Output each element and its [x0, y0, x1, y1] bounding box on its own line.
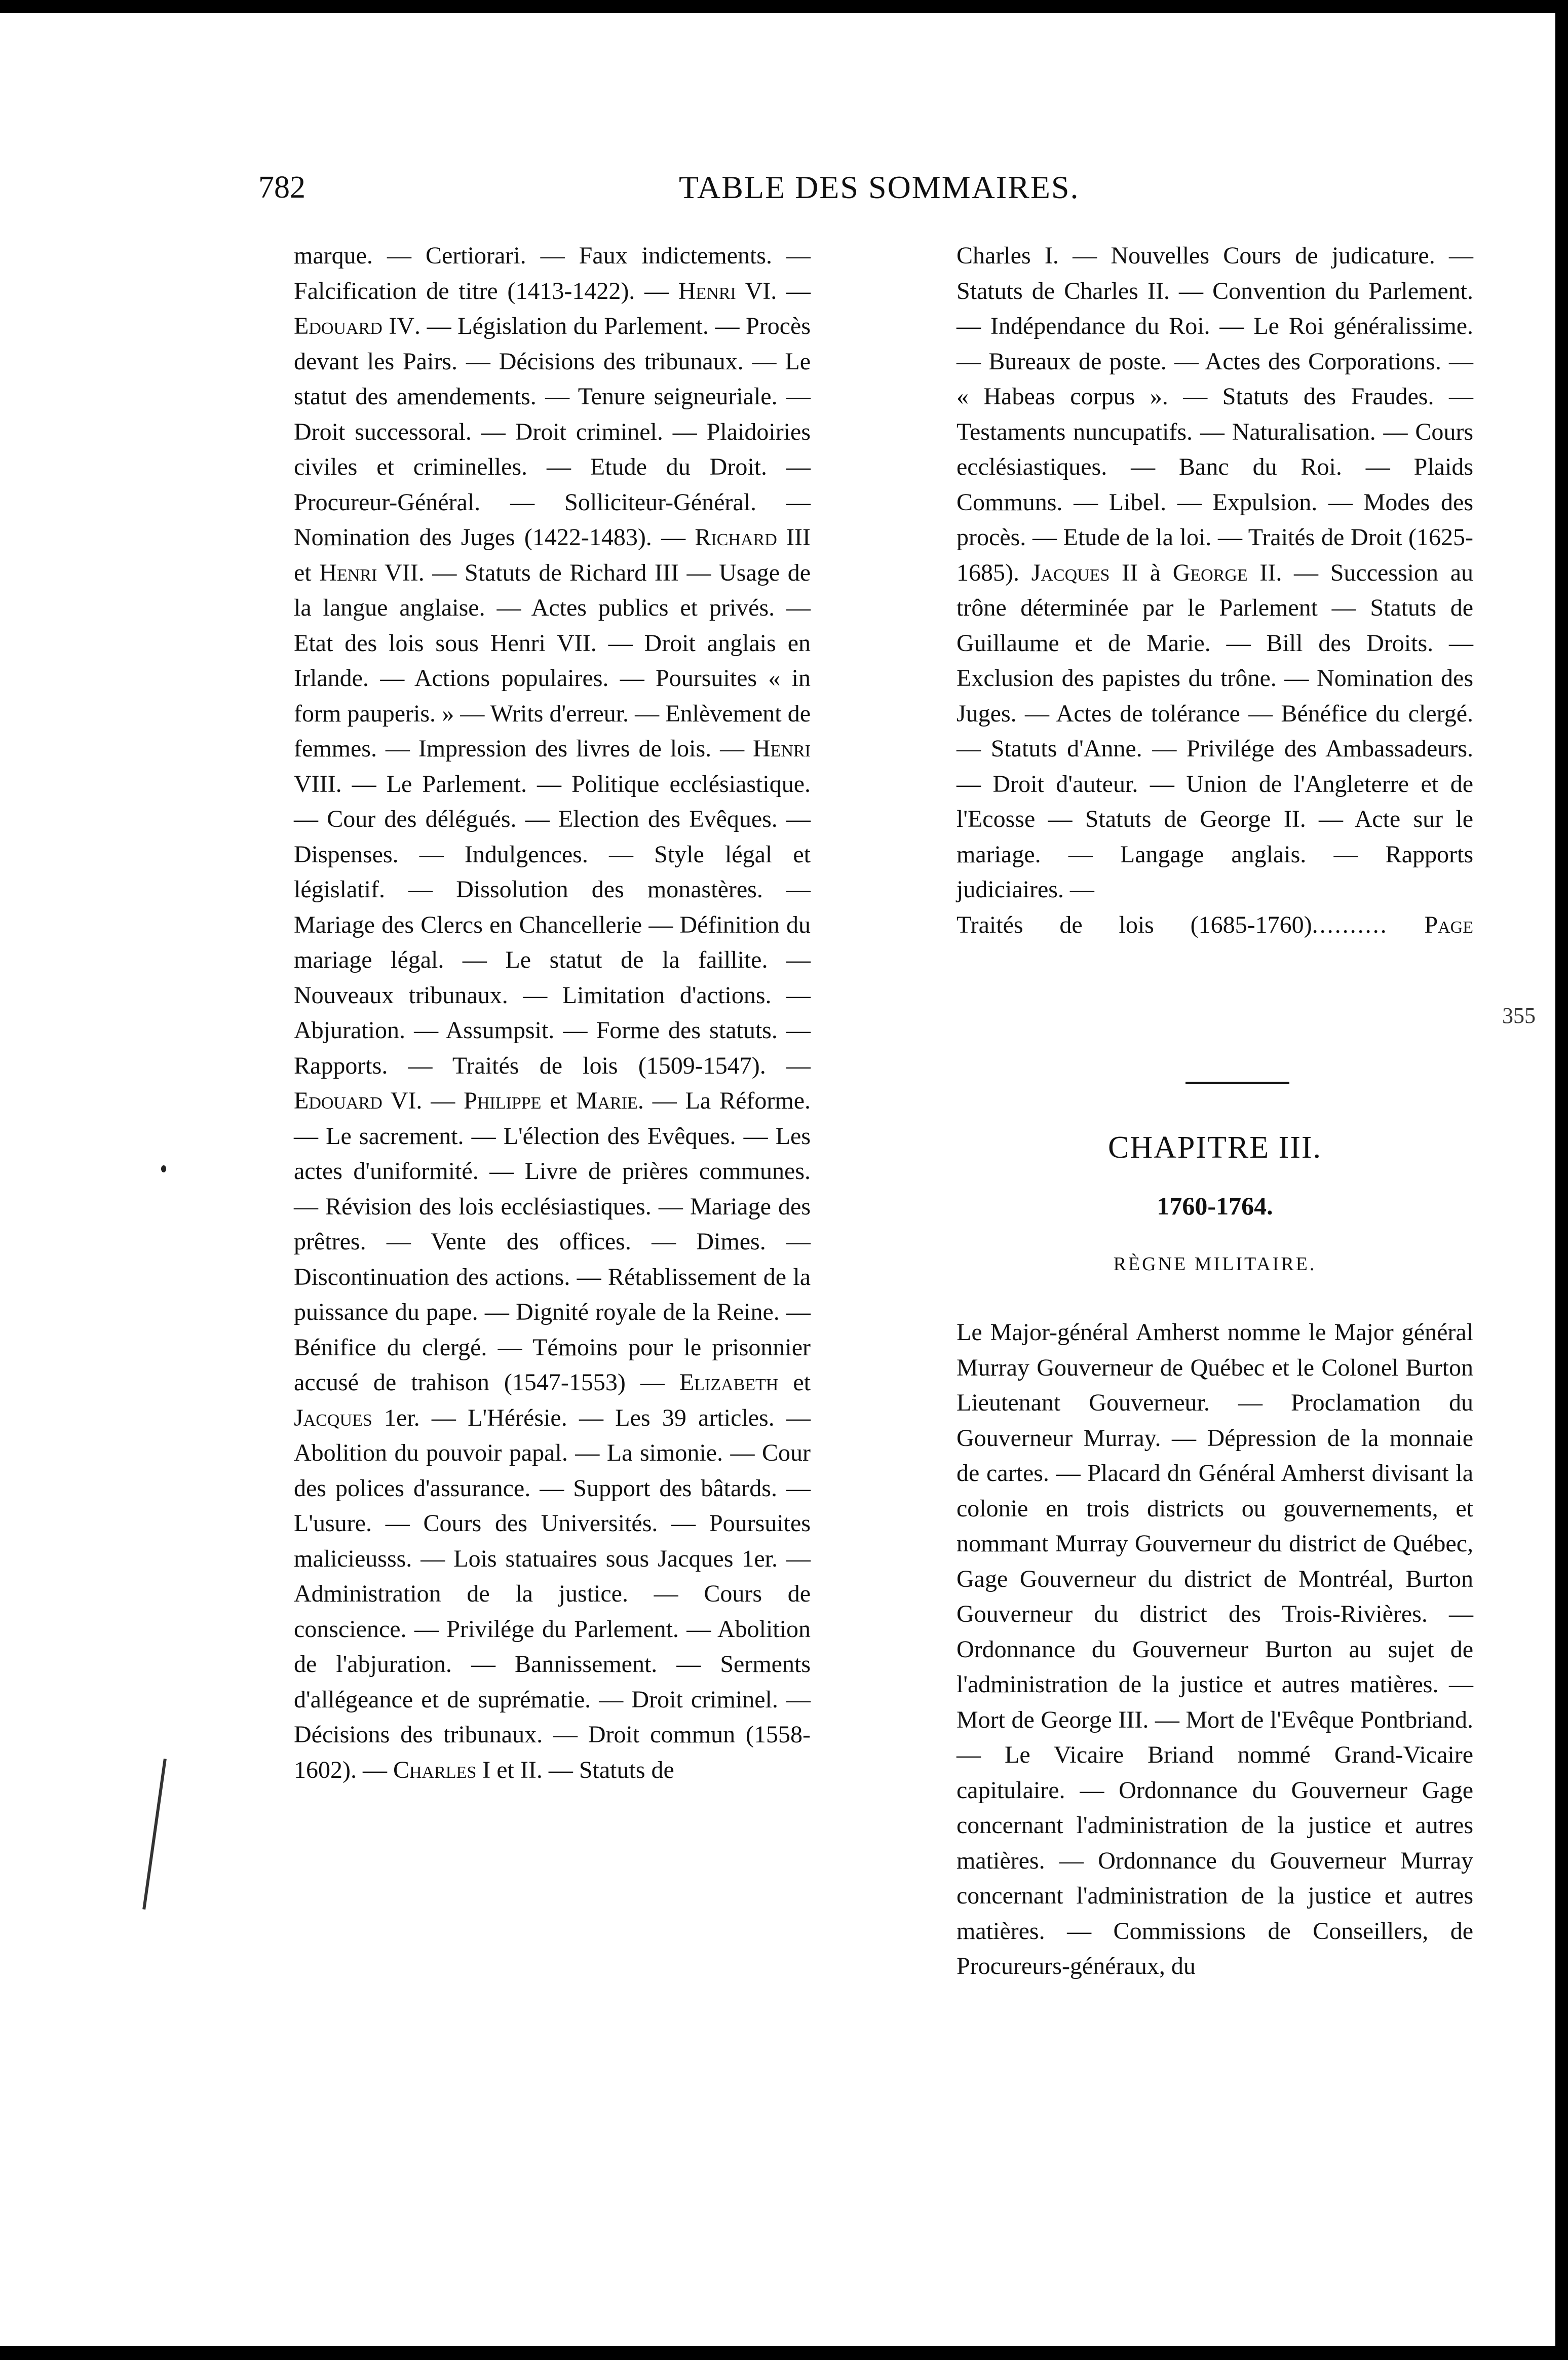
left-column-text: marque. — Certiorari. — Faux indictements. — Falcification de titre (1413-1422). — Henri VI. — Edouard IV. — Législation du Parlement. — Procès devant les Pairs. — Décisions des tribunaux. — Le statut des amendements. — Tenure seigneuriale. — Droit successoral. — Droit criminel. — Plaidoiries civiles et criminelles. — Etude du Droit. — Procureur-Général. — Solliciteur-Général. — Nomination des Juges (1422-1483). — Richard III et Henri VII. — Statuts de Richard III — Usage de la langue anglaise. — Actes publics et privés. — Etat des lois sous Henri VII. — Droit anglais en Irlande. — Actions populaires. — Poursuites « in form pauperis. » — Writs d'erreur. — Enlèvement de femmes. — Impression des livres de lois. — Henri VIII. — Le Parlement. — Politique ecclésiastique. — Cour des délégués. — Election des Evêques. — Dispenses. — Indulgences. — Style légal et législatif. — Dissolution des monastères. — Mariage des Clercs en Chancellerie — Définition du mariage légal. — Le statut de la faillite. — Nouveaux tribunaux. — Limitation d'actions. — Abjuration. — Assumpsit. — Forme des statuts. — Rapports. — Traités de lois (1509-1547). — Edouard VI. — Philippe et Marie. — La Réforme. — Le sacrement. — L'élection des Evêques. — Les actes d'uniformité. — Livre de prières communes. — Révision des lois ecclésiastiques. — Mariage des prêtres. — Vente des offices. — Dimes. — Discontinuation des actions. — Rétablissement de la puissance du pape. — Dignité royale de la Reine. — Bénifice du clergé. — Témoins pour le prisonnier accusé de trahison (1547-1553) — Elizabeth et Jacques 1er. — L'Hérésie. — Les 39 articles. — Abolition du pouvoir papal. — La simonie. — Cour des polices d'assurance. — Support des bâtards. — L'usure. — Cours des Universités. — Poursuites malicieusss. — Lois statuaires sous Jacques 1er. — Administration de la justice. — Cours de conscience. — Privilége du Parlement. — Abolition de l'abjuration. — Bannissement. — Serments d'allégeance et de suprématie. — Droit criminel. — Décisions des tribunaux. — Droit commun (1558-1602). — Charles I et II. — Statuts de	[294, 242, 811, 1783]
section-divider	[1185, 1082, 1289, 1084]
chapter-title: CHAPITRE III.	[1107, 1130, 1322, 1165]
scan-border-right	[1555, 0, 1568, 2360]
margin-pen-stroke	[142, 1759, 167, 1910]
scan-speck	[161, 1165, 166, 1172]
running-title: TABLE DES SOMMAIRES.	[679, 169, 1080, 205]
scan-border-top	[0, 0, 1568, 13]
chapter-years: 1760-1764.	[1157, 1192, 1273, 1220]
page-number: 782	[258, 170, 305, 205]
chapter-summary-text: Le Major-général Amherst nomme le Major général Murray Gouverneur de Québec et le Colonel Burton Lieutenant Gouverneur. — Proclamation du Gouverneur Murray. — Dépression de la monnaie de cartes. — Placard dn Général Amherst divisant la colonie en trois districts ou gouvernements, et nommant Murray Gouverneur du district de Québec, Gage Gouverneur du district de Montréal, Burton Gouverneur du district des Trois-Rivières. — Ordonnance du Gouverneur Burton au sujet de l'administration de la justice et autres matières. — Mort de George III. — Mort de l'Evêque Pontbriand. — Le Vicaire Briand nommé Grand-Vicaire capitulaire. — Ordonnance du Gouverneur Gage concernant l'administration de la justice et autres matières. — Ordonnance du Gouverneur Murray concernant l'administration de la justice et autres matières. — Commissions de Conseillers, de Procureurs-généraux, du	[957, 1319, 1473, 1980]
page-reference-number: 355	[1502, 1003, 1536, 1028]
chapter-subtitle: RÈGNE MILITAIRE.	[1113, 1253, 1317, 1275]
scan-border-bottom	[0, 2346, 1568, 2360]
page-reference-line: Traités de lois (1685-1760).......... Page	[957, 911, 1474, 938]
right-column-text: Charles I. — Nouvelles Cours de judicature. — Statuts de Charles II. — Convention du Parlement. — Indépendance du Roi. — Le Roi généralissime. — Bureaux de poste. — Actes des Corporations. — « Habeas corpus ». — Statuts des Fraudes. — Testaments nuncupatifs. — Naturalisation. — Cours ecclésiastiques. — Banc du Roi. — Plaids Communs. — Libel. — Expulsion. — Modes des procès. — Etude de la loi. — Traités de Droit (1625-1685). Jacques II à George II. — Succession au trône déterminée par le Parlement — Statuts de Guillaume et de Marie. — Bill des Droits. — Exclusion des papistes du trône. — Nomination des Juges. — Actes de tolérance — Bénéfice du clergé. — Statuts d'Anne. — Privilége des Ambassadeurs. — Droit d'auteur. — Union de l'Angleterre et de l'Ecosse — Statuts de George II. — Acte sur le mariage. — Langage anglais. — Rapports judiciaires. — Traités de lois (1685-1760).......... Page	[957, 238, 1473, 942]
